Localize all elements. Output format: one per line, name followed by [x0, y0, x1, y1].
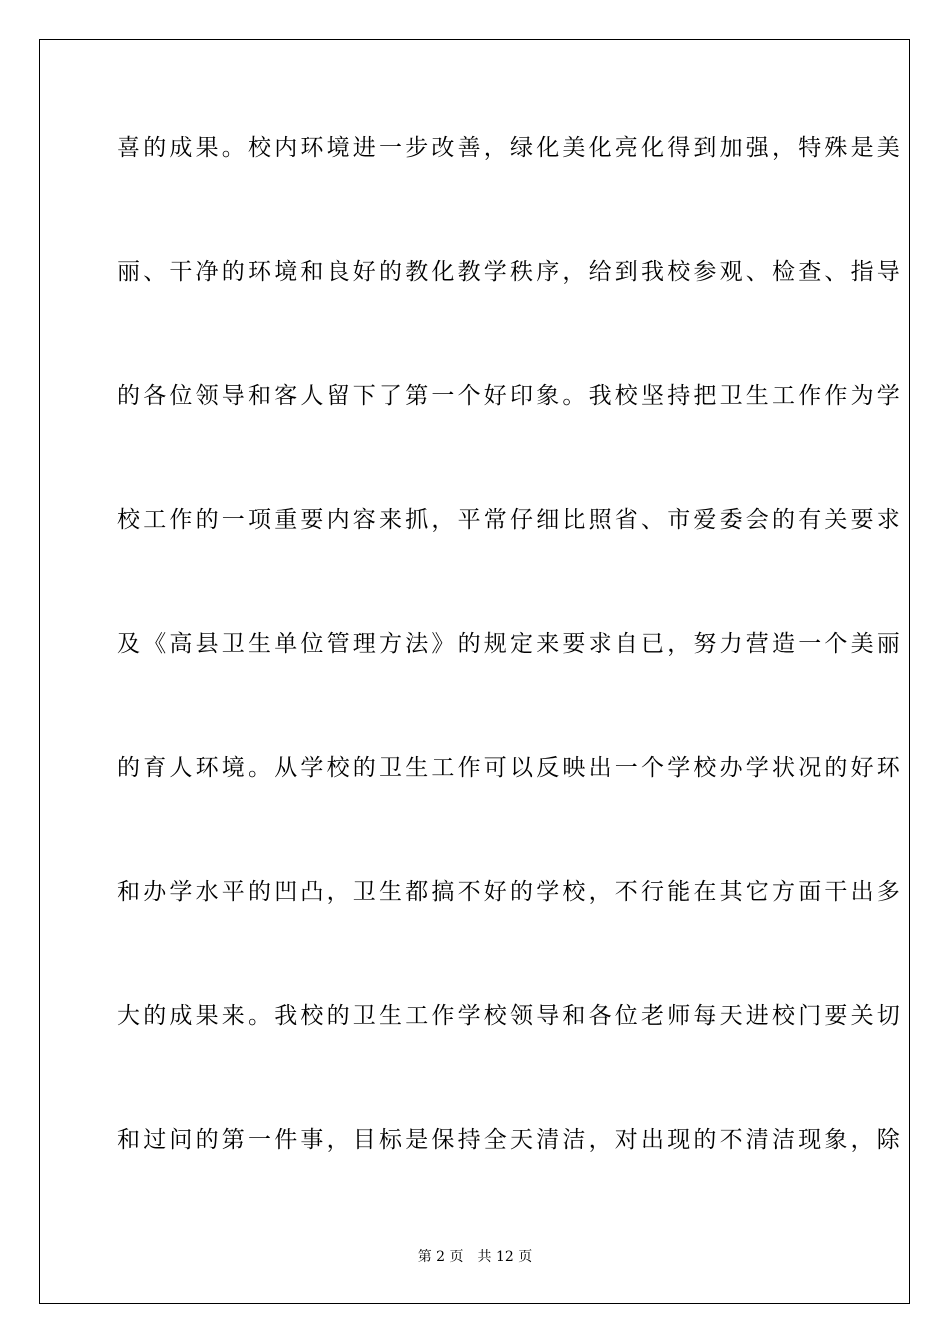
page-number: 第 2 页 — [417, 1249, 464, 1265]
paragraph-line: 校工作的一项重要内容来抓，平常仔细比照省、市爱委会的有关要求 — [117, 507, 903, 533]
paragraph-line: 喜的成果。校内环境进一步改善，绿化美化亮化得到加强，特殊是美 — [117, 135, 903, 161]
page-footer — [0, 1248, 950, 1266]
paragraph-line: 大的成果来。我校的卫生工作学校领导和各位老师每天进校门要关切 — [117, 1003, 903, 1029]
paragraph-line: 的育人环境。从学校的卫生工作可以反映出一个学校办学状况的好环 — [117, 755, 903, 781]
paragraph-line: 和办学水平的凹凸，卫生都搞不好的学校，不行能在其它方面干出多 — [117, 879, 903, 905]
paragraph-line: 的各位领导和客人留下了第一个好印象。我校坚持把卫生工作作为学 — [117, 383, 903, 409]
page-total: 共 12 页 — [477, 1249, 533, 1265]
paragraph-line: 和过问的第一件事，目标是保持全天清洁，对出现的不清洁现象，除 — [117, 1127, 903, 1153]
page-border — [39, 39, 910, 1304]
paragraph-line: 及《高县卫生单位管理方法》的规定来要求自已，努力营造一个美丽 — [117, 631, 903, 657]
paragraph-line: 丽、干净的环境和良好的教化教学秩序，给到我校参观、检查、指导 — [117, 259, 903, 285]
